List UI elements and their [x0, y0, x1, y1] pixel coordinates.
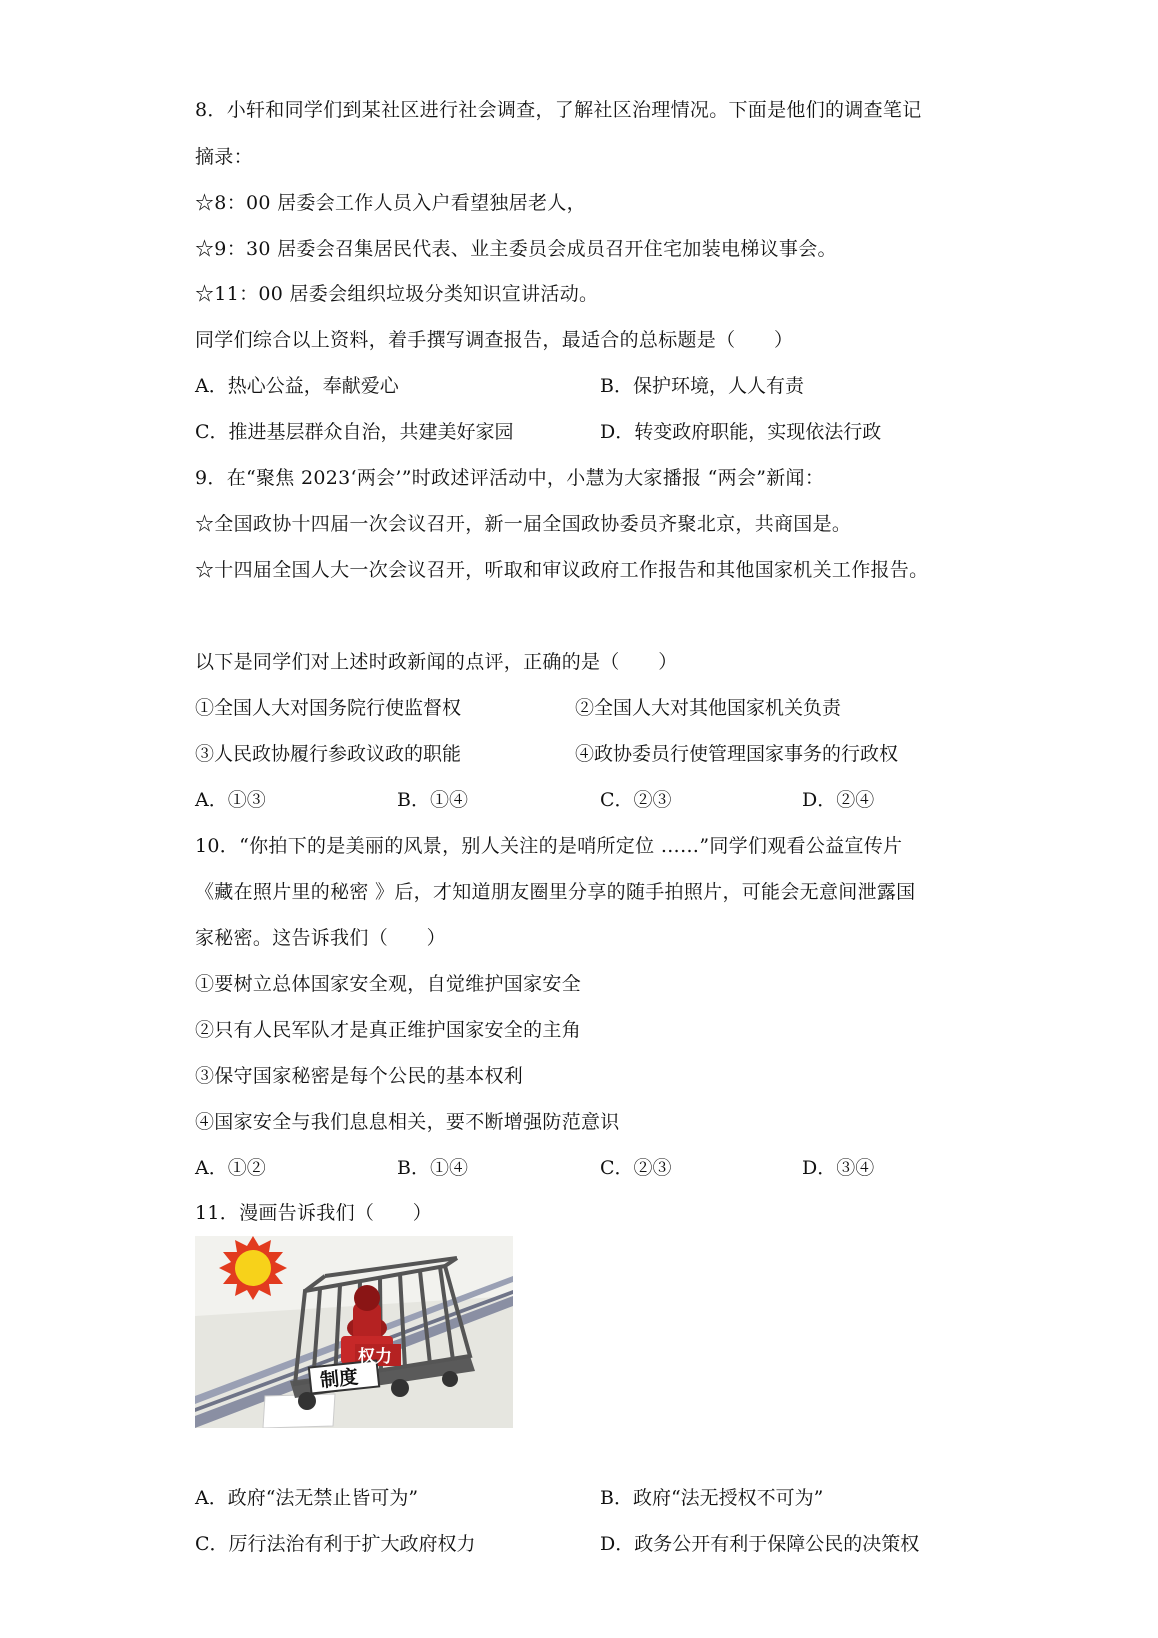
q10-statement-2: ②只有人民军队才是真正维护国家安全的主角	[195, 1019, 582, 1041]
q10-stem-line1: 10．“你拍下的是美丽的风景，别人关注的是哨所定位 ……”同学们观看公益宣传片	[195, 835, 903, 857]
q9-statement-1: ①全国人大对国务院行使监督权	[195, 697, 462, 719]
q11-option-a: A．政府“法无禁止皆可为”	[195, 1487, 419, 1509]
q10-stem-line3: 家秘密。这告诉我们（ ）	[195, 927, 446, 949]
q9-statement-2: ②全国人大对其他国家机关负责	[575, 697, 842, 719]
q9-option-a: A．①③	[195, 789, 266, 811]
cartoon-label-power: 权力	[358, 1347, 392, 1367]
q11-option-d: D．政务公开有利于保障公民的决策权	[600, 1533, 920, 1555]
cartoon-label-system: 制度	[319, 1366, 360, 1392]
q10-option-a: A．①②	[195, 1157, 266, 1179]
q9-prompt: 以下是同学们对上述时政新闻的点评，正确的是（ ）	[195, 651, 678, 673]
q11-cartoon	[195, 1236, 513, 1428]
q8-stem-line1: 8．小轩和同学们到某社区进行社会调查，了解社区治理情况。下面是他们的调查笔记	[195, 99, 922, 121]
q8-stem-line2: 摘录：	[195, 146, 253, 168]
q9-statement-4: ④政协委员行使管理国家事务的行政权	[575, 743, 899, 765]
q8-option-a: A．热心公益，奉献爱心	[195, 375, 399, 397]
q8-note-2: ☆9：30 居委会召集居民代表、业主委员会成员召开住宅加装电梯议事会。	[195, 238, 837, 260]
q8-note-1: ☆8：00 居委会工作人员入户看望独居老人，	[195, 192, 586, 214]
q8-note-3: ☆11：00 居委会组织垃圾分类知识宣讲活动。	[195, 283, 599, 305]
q9-option-d: D．②④	[802, 789, 875, 811]
q10-option-c: C．②③	[600, 1157, 672, 1179]
q9-option-c: C．②③	[600, 789, 672, 811]
q8-option-d: D．转变政府职能，实现依法行政	[600, 421, 882, 443]
q9-news-1: ☆全国政协十四届一次会议召开，新一届全国政协委员齐聚北京，共商国是。	[195, 513, 852, 535]
q10-statement-4: ④国家安全与我们息息相关，要不断增强防范意识	[195, 1111, 620, 1133]
q8-option-b: B．保护环境，人人有责	[600, 375, 804, 397]
q10-statement-1: ①要树立总体国家安全观，自觉维护国家安全	[195, 973, 582, 995]
q8-option-c: C．推进基层群众自治，共建美好家园	[195, 421, 514, 443]
q9-stem: 9．在“聚焦 2023‘两会’”时政述评活动中，小慧为大家播报 “两会”新闻：	[195, 467, 825, 489]
q9-news-2: ☆十四届全国人大一次会议召开，听取和审议政府工作报告和其他国家机关工作报告。	[195, 559, 929, 581]
q9-statement-3: ③人民政协履行参政议政的职能	[195, 743, 462, 765]
q10-statement-3: ③保守国家秘密是每个公民的基本权利	[195, 1065, 524, 1087]
q10-option-d: D．③④	[802, 1157, 875, 1179]
q10-option-b: B．①④	[397, 1157, 468, 1179]
q8-prompt: 同学们综合以上资料，着手撰写调查报告，最适合的总标题是（ ）	[195, 329, 794, 351]
q11-stem: 11．漫画告诉我们（ ）	[195, 1202, 433, 1224]
q11-option-c: C．厉行法治有利于扩大政府权力	[195, 1533, 476, 1555]
q9-option-b: B．①④	[397, 789, 468, 811]
q11-option-b: B．政府“法无授权不可为”	[600, 1487, 824, 1509]
q10-stem-line2: 《藏在照片里的秘密 》后，才知道朋友圈里分享的随手拍照片，可能会无意间泄露国	[195, 881, 916, 903]
